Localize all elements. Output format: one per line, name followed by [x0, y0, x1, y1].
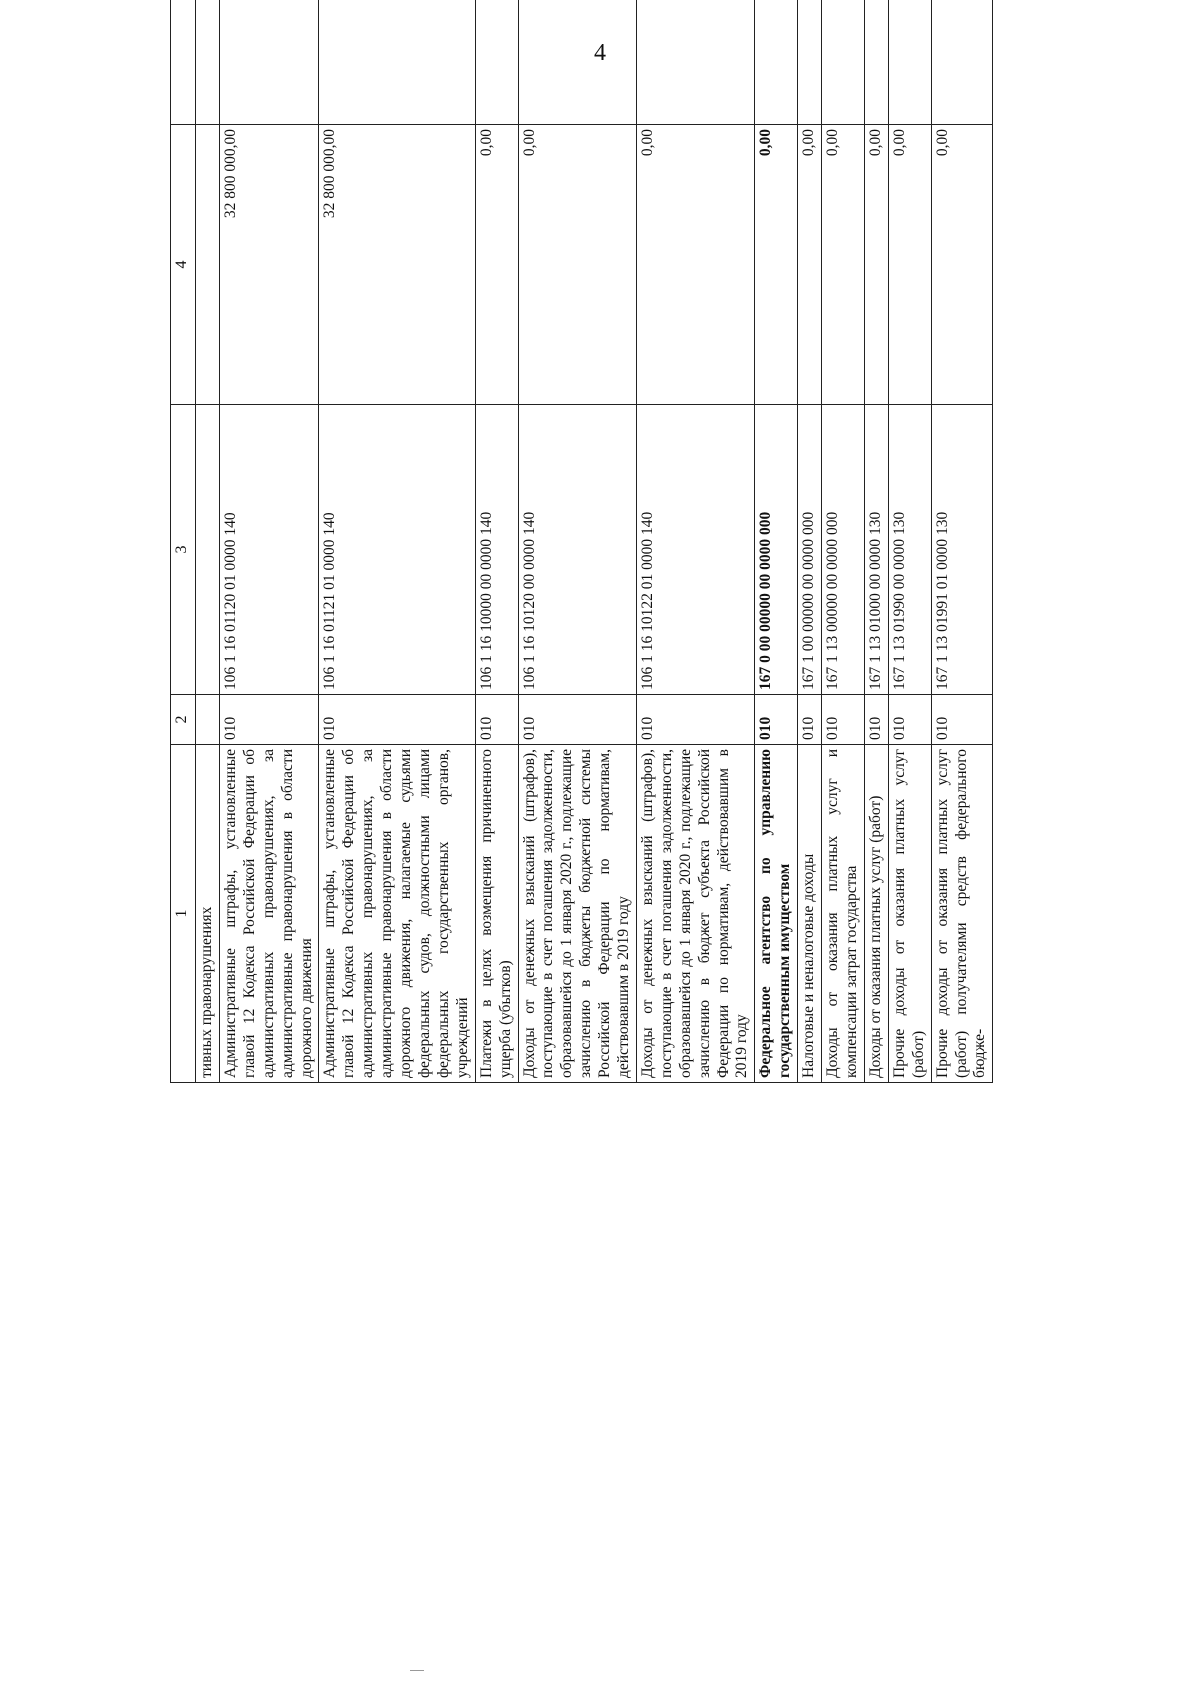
executed-amount-cell: [636, 0, 754, 125]
header-cell: [171, 0, 196, 125]
table-row: [518, 0, 636, 1083]
line-code-cell: 010: [888, 695, 931, 745]
line-code-cell: 010: [319, 695, 475, 745]
description-cell: тивных правонарушениях: [196, 745, 220, 1083]
header-cell: 4: [171, 125, 196, 405]
line-code-cell: 010: [822, 695, 865, 745]
line-code-cell: 010: [475, 695, 518, 745]
budget-code-cell: 106 1 16 10122 01 0000 140: [636, 405, 754, 695]
budget-code-cell: 106 1 16 01120 01 0000 140: [219, 405, 319, 695]
page-number: 4: [594, 40, 606, 66]
line-code-cell: 010: [636, 695, 754, 745]
table-row: [755, 0, 798, 1083]
budget-code-cell: [196, 405, 220, 695]
approved-amount-cell: 0,00: [636, 125, 754, 405]
revenue-table: [170, 0, 993, 1083]
budget-code-cell: 167 1 13 01991 01 0000 130: [931, 405, 993, 695]
table-row: [475, 0, 518, 1083]
budget-code-cell: 167 1 13 01000 00 0000 130: [864, 405, 888, 695]
description-cell: Доходы от оказания платных услуг и компенсации затрат государства: [822, 745, 865, 1083]
budget-code-cell: 106 1 16 10120 00 0000 140: [518, 405, 636, 695]
budget-code-cell: 106 1 16 01121 01 0000 140: [319, 405, 475, 695]
description-cell: Платежи в целях возмещения причиненного ущерба (убытков): [475, 745, 518, 1083]
header-cell: 1: [171, 745, 196, 1083]
description-cell: Доходы от денежных взысканий (штрафов), поступающие в счет погашения задолженности, образовавшейся до 1 января 2020 г., подлежащие зачислению в бюджеты бюджетной системы Российской Федерации по нормативам, действовавшим в 2019 году: [518, 745, 636, 1083]
budget-code-cell: 106 1 16 10000 00 0000 140: [475, 405, 518, 695]
table-row: [931, 0, 993, 1083]
table-container: [170, 108, 1145, 1600]
header-cell: 3: [171, 405, 196, 695]
table-row: [864, 0, 888, 1083]
description-cell: Федеральное агентство по управлению государственным имуществом: [755, 745, 798, 1083]
description-cell: Административные штрафы, установленные главой 12 Кодекса Российской Федерации об административных правонарушениях, за административные правонарушения в области дорожного движения: [219, 745, 319, 1083]
approved-amount-cell: 32 800 000,00: [219, 125, 319, 405]
executed-amount-cell: [822, 0, 865, 125]
executed-amount-cell: [196, 0, 220, 125]
line-code-cell: 010: [931, 695, 993, 745]
executed-amount-cell: [888, 0, 931, 125]
executed-amount-cell: [931, 0, 993, 125]
table-row: [196, 0, 220, 1083]
approved-amount-cell: [196, 125, 220, 405]
executed-amount-cell: [518, 0, 636, 125]
executed-amount-cell: [219, 0, 319, 125]
executed-amount-cell: [755, 0, 798, 125]
approved-amount-cell: 0,00: [864, 125, 888, 405]
approved-amount-cell: 0,00: [822, 125, 865, 405]
line-code-cell: 010: [798, 695, 822, 745]
description-cell: Доходы от оказания платных услуг (работ): [864, 745, 888, 1083]
approved-amount-cell: 0,00: [888, 125, 931, 405]
table-row: [219, 0, 319, 1083]
line-code-cell: [196, 695, 220, 745]
table-row: [798, 0, 822, 1083]
approved-amount-cell: 32 800 000,00: [319, 125, 475, 405]
description-cell: Прочие доходы от оказания платных услуг (работ) получателями средств федерального бюдже-: [931, 745, 993, 1083]
approved-amount-cell: 0,00: [518, 125, 636, 405]
budget-code-cell: 167 1 13 00000 00 0000 000: [822, 405, 865, 695]
table-row: [888, 0, 931, 1083]
table-body: [171, 0, 993, 1083]
approved-amount-cell: 0,00: [755, 125, 798, 405]
budget-code-cell: 167 1 00 00000 00 0000 000: [798, 405, 822, 695]
executed-amount-cell: [798, 0, 822, 125]
table-row: [319, 0, 475, 1083]
description-cell: Административные штрафы, установленные главой 12 Кодекса Российской Федерации об административных правонарушениях, за административные правонарушения в области дорожного движения, налагаемые судьями федеральных судов, должностными лицами федеральных государственных органов, учреждений: [319, 745, 475, 1083]
budget-code-cell: 167 0 00 00000 00 0000 000: [755, 405, 798, 695]
scan-mark: [410, 1670, 424, 1671]
approved-amount-cell: 0,00: [798, 125, 822, 405]
approved-amount-cell: 0,00: [475, 125, 518, 405]
executed-amount-cell: [319, 0, 475, 125]
executed-amount-cell: [475, 0, 518, 125]
description-cell: Прочие доходы от оказания платных услуг (работ): [888, 745, 931, 1083]
table-row: [822, 0, 865, 1083]
line-code-cell: 010: [864, 695, 888, 745]
line-code-cell: 010: [219, 695, 319, 745]
description-cell: Доходы от денежных взысканий (штрафов), поступающие в счет погашения задолженности, образовавшейся до 1 января 2020 г., подлежащие зачислению в бюджет субъекта Российской Федерации по нормативам, действовавшим в 2019 году: [636, 745, 754, 1083]
description-cell: Налоговые и неналоговые доходы: [798, 745, 822, 1083]
line-code-cell: 010: [518, 695, 636, 745]
budget-code-cell: 167 1 13 01990 00 0000 130: [888, 405, 931, 695]
executed-amount-cell: [864, 0, 888, 125]
approved-amount-cell: 0,00: [931, 125, 993, 405]
line-code-cell: 010: [755, 695, 798, 745]
table-header-row: [171, 0, 196, 1083]
header-cell: 2: [171, 695, 196, 745]
table-row: [636, 0, 754, 1083]
